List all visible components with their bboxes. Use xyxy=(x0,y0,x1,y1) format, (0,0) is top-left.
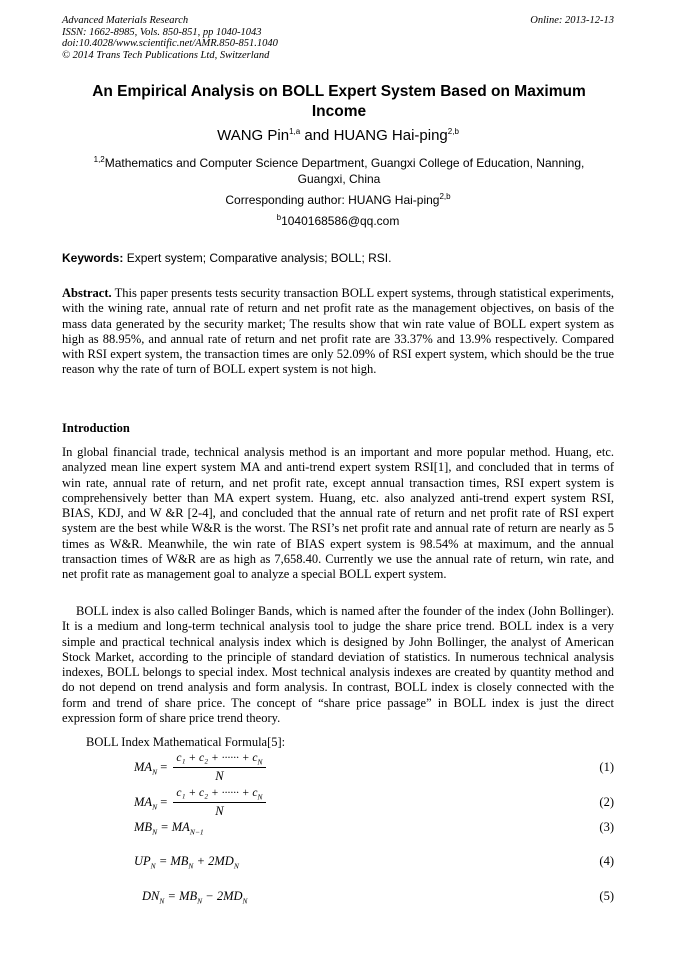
corresponding-author xyxy=(62,192,614,208)
keywords-text: Expert system; Comparative analysis; BOLL; RSI. xyxy=(123,251,392,265)
equation-3-formula: $MB_N = MA_{N-1}$ xyxy=(134,820,204,837)
affiliation xyxy=(90,155,588,187)
journal-header xyxy=(62,15,278,61)
equation-5-formula: $DN_N = MB_N - 2MD_N$ xyxy=(142,889,248,906)
equation-4-number: (4) xyxy=(599,854,614,868)
equation-2-formula: $MA_N$ = $\frac{c_1 + c_2 + \cdot\cdot\cdot\cdot\cdot\cdot + c_N}{N}$ xyxy=(134,787,266,819)
equation-1-formula: $MA_N$ = $\frac{c_1 + c_2 + \cdot\cdot\cdot\cdot\cdot\cdot + c_N}{N}$ xyxy=(134,752,266,784)
author-2: HUANG Hai-ping xyxy=(333,127,448,144)
author-1-sup: 1,a xyxy=(289,127,301,136)
equation-2 xyxy=(62,787,614,821)
author-and: and xyxy=(300,127,334,144)
paper-title: An Empirical Analysis on BOLL Expert System Based on Maximum Income xyxy=(92,83,586,120)
keywords xyxy=(62,250,614,266)
equation-1-fraction: $\frac{c_1 + c_2 + \cdot\cdot\cdot\cdot\cdot\cdot + c_N}{N}$ xyxy=(173,752,265,784)
copyright-line: © 2014 Trans Tech Publications Ltd, Switzerland xyxy=(62,49,270,61)
email-line xyxy=(62,213,614,229)
abstract-text: This paper presents tests security transaction BOLL expert systems, through statistical experiments, with the wining rate, annual rate of return and net profit rate as the management objectives, on basis of the mass data generated by the security market; The results show that win rate value of BOLL expert system as high as 88.95%, and annual rate of return and net profit rate are 33.37% and 13.9% respectively. Compared with RSI expert system, the transaction times are only 52.09% of RSI expert system, which should be the true reason why the rate of turn of BOLL expert system is not high. xyxy=(62,286,614,377)
affiliation-sup: 1,2 xyxy=(93,155,105,164)
equation-5-number: (5) xyxy=(599,889,614,903)
corresponding-text: Corresponding author: HUANG Hai-ping xyxy=(225,193,440,207)
equation-4 xyxy=(62,854,614,872)
equation-1-number: (1) xyxy=(599,760,614,774)
equation-1 xyxy=(62,752,614,786)
abstract-label: Abstract. xyxy=(62,286,112,300)
online-date: Online: 2013-12-13 xyxy=(530,15,614,26)
email-address: 1040168586@qq.com xyxy=(281,214,400,228)
author-line xyxy=(62,127,614,145)
equation-3 xyxy=(62,820,614,838)
author-2-sup: 2,b xyxy=(447,127,459,136)
email-sup: b xyxy=(276,213,282,222)
affiliation-text: Mathematics and Computer Science Department, Guangxi College of Education, Nanning, Guangxi, China xyxy=(104,156,585,186)
formula-intro: BOLL Index Mathematical Formula[5]: xyxy=(86,735,286,749)
equation-4-formula: $UP_N = MB_N + 2MD_N$ xyxy=(134,854,239,871)
issn-line: ISSN: 1662-8985, Vols. 850-851, pp 1040-1043 xyxy=(62,26,262,38)
author-1: WANG Pin xyxy=(217,127,290,144)
keywords-label: Keywords: xyxy=(62,251,124,265)
equation-5 xyxy=(62,889,614,907)
doi-line: doi:10.4028/www.scientific.net/AMR.850-851.1040 xyxy=(62,38,278,49)
introduction-paragraph-2: BOLL index is also called Bolinger Bands, which is named after the founder of the index (John Bollinger). It is a medium and long-term technical analysis tool to judge the share price trend. BOLL index is a very simple and practical technical analysis index which is designed by John Bollinger, the analyst of American Stock Market, according to the principle of standard deviation of statistics. In numerous technical analysis indexes, BOLL belongs to special index. Most technical analysis indexes are created by quantity method and do not depend on trend analysis and form analysis. In contrast, BOLL index is closely connected with the form and trend of share price. The concept of “share price passage” in BOLL index is just the direct expression form of share price trend theory. xyxy=(62,604,614,726)
introduction-heading: Introduction xyxy=(62,421,130,435)
equation-2-fraction: $\frac{c_1 + c_2 + \cdot\cdot\cdot\cdot\cdot\cdot + c_N}{N}$ xyxy=(173,787,265,819)
introduction-paragraph-1: In global financial trade, technical analysis method is an important and more popular method. Huang, etc. analyzed mean line expert system MA and anti-trend expert system RSI[1], and concluded that in terms of win rate, annual rate of return, and net profit rate, except annual transaction times, RSI expert system is comprehensively better than MA expert system. Huang, etc. also analyzed anti-trend expert system RSI, BIAS, KDJ, and W &R [2-4], and concluded that the annual rate of return and net profit rate of RSI expert system are the best while W&R is the worst. The RSI’s net profit rate and annual rate of return are nearly as 5 times as W&R. Meanwhile, the win rate of BIAS expert system is 98.54% at maximum, and the annual transaction times of W&R are as high as 7,658.40. Currently we use the annual rate of return, win rate, and net profit rate as management goal to analyze a special BOLL expert system. xyxy=(62,445,614,582)
equation-3-number: (3) xyxy=(599,820,614,834)
corresponding-sup: 2,b xyxy=(439,192,451,201)
equation-2-number: (2) xyxy=(599,795,614,809)
abstract xyxy=(62,286,614,378)
journal-name: Advanced Materials Research xyxy=(62,15,189,26)
